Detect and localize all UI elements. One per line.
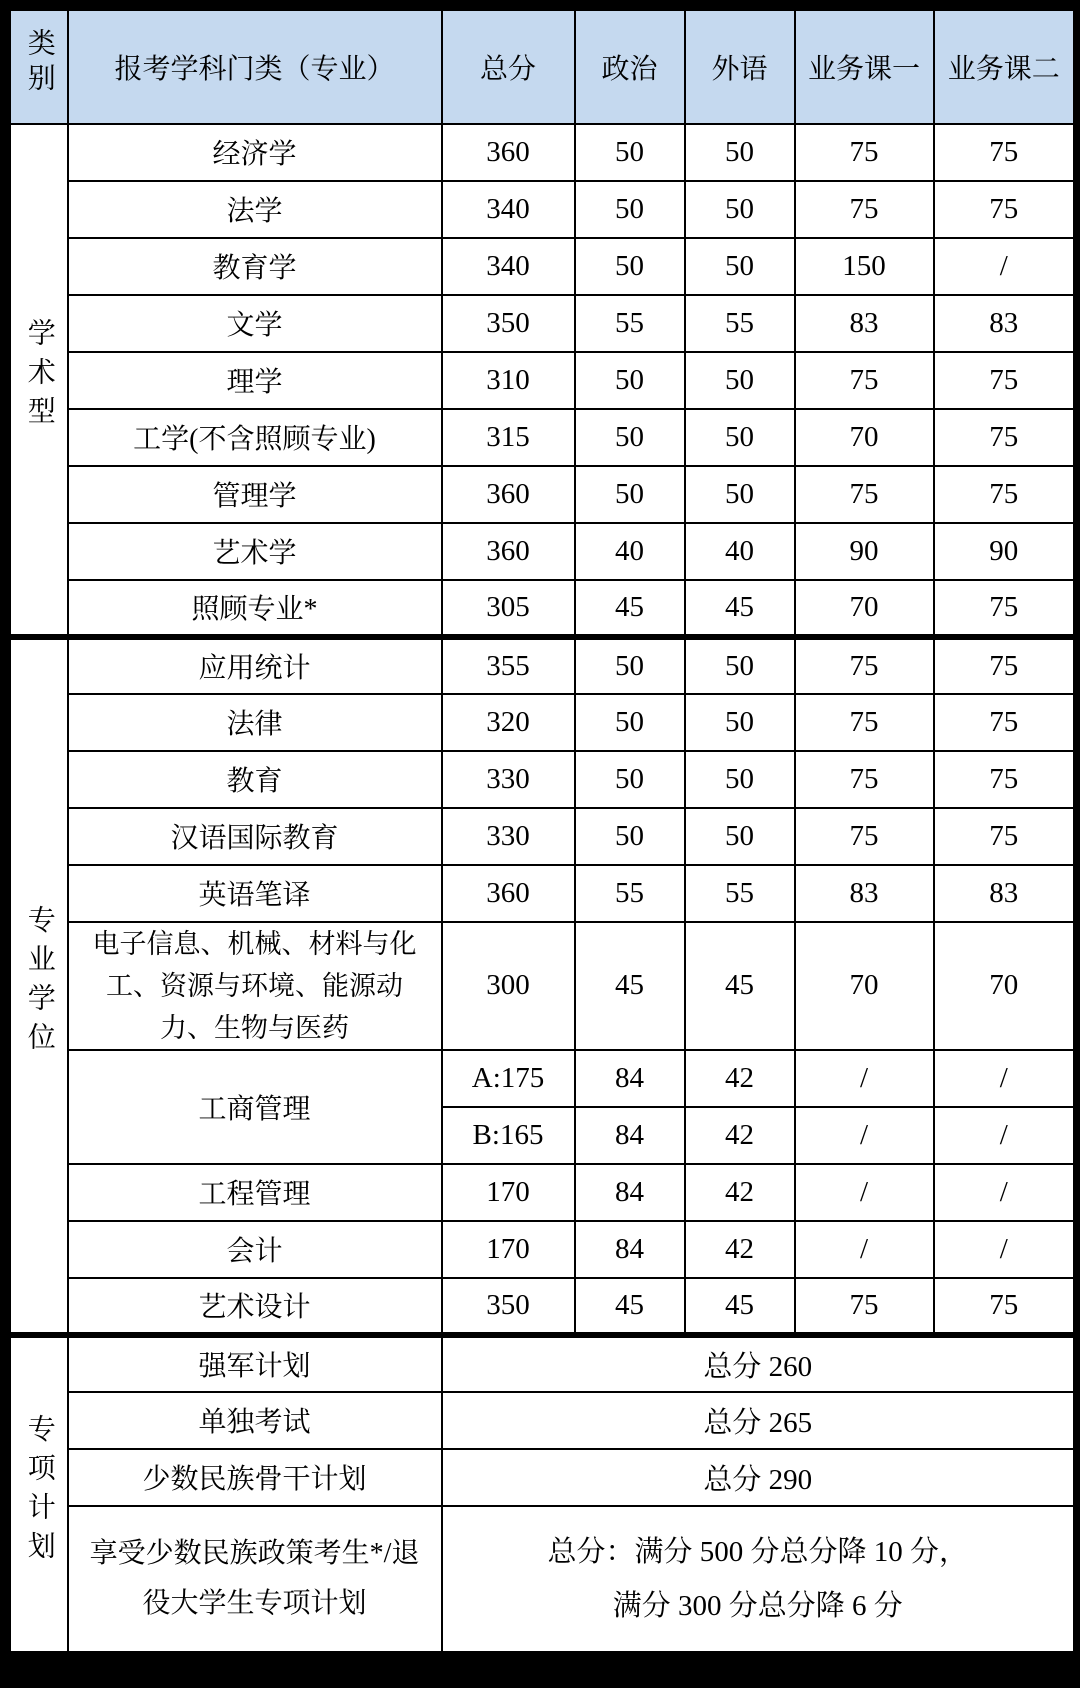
total-cell: 350: [442, 1278, 575, 1335]
total-cell: 350: [442, 295, 575, 352]
course1-cell: 83: [795, 295, 934, 352]
major-cell: 教育: [68, 751, 442, 808]
major-cell: 艺术学: [68, 523, 442, 580]
politics-cell: 84: [575, 1050, 685, 1107]
foreign-cell: 42: [685, 1164, 795, 1221]
header-major: 报考学科门类（专业）: [68, 10, 442, 124]
politics-cell: 45: [575, 922, 685, 1050]
total-cell: 340: [442, 238, 575, 295]
politics-cell: 50: [575, 694, 685, 751]
course1-cell: 70: [795, 580, 934, 637]
course2-cell: 75: [934, 124, 1075, 181]
foreign-cell: 55: [685, 295, 795, 352]
admission-score-table: [8, 8, 1076, 1654]
header-category-label: 类别: [23, 27, 55, 98]
politics-cell: 84: [575, 1221, 685, 1278]
major-cell: 法律: [68, 694, 442, 751]
total-cell: A:175: [442, 1050, 575, 1107]
header-foreign: 外语: [685, 10, 795, 124]
foreign-cell: 50: [685, 409, 795, 466]
section-academic-label: 学术型: [23, 318, 55, 435]
foreign-cell: 50: [685, 751, 795, 808]
course1-cell: 83: [795, 865, 934, 922]
table-row: [10, 352, 1075, 409]
major-cell: 文学: [68, 295, 442, 352]
table-row: [10, 922, 1075, 1050]
note-cell: 总分 265: [442, 1392, 1075, 1449]
politics-cell: 50: [575, 238, 685, 295]
course2-cell: 75: [934, 352, 1075, 409]
table-row: [10, 181, 1075, 238]
politics-cell: 45: [575, 580, 685, 637]
foreign-cell: 50: [685, 637, 795, 694]
note-cell: 总分 260: [442, 1335, 1075, 1392]
course1-cell: /: [795, 1050, 934, 1107]
course1-cell: 75: [795, 466, 934, 523]
course1-cell: 150: [795, 238, 934, 295]
section-academic: [10, 124, 68, 637]
foreign-cell: 55: [685, 865, 795, 922]
major-cell: 工商管理: [68, 1050, 442, 1164]
course1-cell: /: [795, 1107, 934, 1164]
politics-cell: 45: [575, 1278, 685, 1335]
section-special: [10, 1335, 68, 1653]
course1-cell: 75: [795, 751, 934, 808]
course1-cell: /: [795, 1221, 934, 1278]
foreign-cell: 42: [685, 1107, 795, 1164]
major-cell: 汉语国际教育: [68, 808, 442, 865]
major-cell: 管理学: [68, 466, 442, 523]
total-cell: 300: [442, 922, 575, 1050]
foreign-cell: 50: [685, 181, 795, 238]
course2-cell: 75: [934, 637, 1075, 694]
major-cell: 应用统计: [68, 637, 442, 694]
header-category: [10, 10, 68, 124]
table-row: [10, 637, 1075, 694]
major-cell: 单独考试: [68, 1392, 442, 1449]
total-cell: 330: [442, 808, 575, 865]
foreign-cell: 50: [685, 238, 795, 295]
table-row: [10, 1506, 1075, 1653]
table-row: [10, 124, 1075, 181]
total-cell: B:165: [442, 1107, 575, 1164]
table-row: [10, 694, 1075, 751]
table-row: [10, 1050, 1075, 1107]
major-cell: 照顾专业*: [68, 580, 442, 637]
course2-cell: 70: [934, 922, 1075, 1050]
course1-cell: 75: [795, 637, 934, 694]
total-cell: 360: [442, 466, 575, 523]
foreign-cell: 42: [685, 1050, 795, 1107]
table-row: [10, 865, 1075, 922]
total-cell: 340: [442, 181, 575, 238]
foreign-cell: 50: [685, 694, 795, 751]
politics-cell: 50: [575, 808, 685, 865]
total-cell: 315: [442, 409, 575, 466]
politics-cell: 50: [575, 637, 685, 694]
course2-cell: 75: [934, 751, 1075, 808]
table-row: [10, 523, 1075, 580]
total-cell: 305: [442, 580, 575, 637]
header-course2: 业务课二: [934, 10, 1075, 124]
major-cell: 强军计划: [68, 1335, 442, 1392]
table-row: [10, 808, 1075, 865]
total-cell: 320: [442, 694, 575, 751]
course2-cell: /: [934, 238, 1075, 295]
section-special-label: 专项计划: [23, 1413, 55, 1570]
major-cell: 法学: [68, 181, 442, 238]
course1-cell: 75: [795, 1278, 934, 1335]
course1-cell: /: [795, 1164, 934, 1221]
major-cell: 会计: [68, 1221, 442, 1278]
total-cell: 330: [442, 751, 575, 808]
foreign-cell: 45: [685, 580, 795, 637]
politics-cell: 55: [575, 295, 685, 352]
table-row: [10, 1278, 1075, 1335]
table-row: [10, 238, 1075, 295]
total-cell: 360: [442, 124, 575, 181]
table-row: [10, 751, 1075, 808]
major-cell: 少数民族骨干计划: [68, 1449, 442, 1506]
foreign-cell: 45: [685, 922, 795, 1050]
foreign-cell: 50: [685, 466, 795, 523]
table-row: [10, 580, 1075, 637]
major-cell: 电子信息、机械、材料与化工、资源与环境、能源动力、生物与医药: [68, 922, 442, 1050]
total-cell: 170: [442, 1221, 575, 1278]
course1-cell: 75: [795, 808, 934, 865]
table-row: [10, 1392, 1075, 1449]
note-cell: 总分 290: [442, 1449, 1075, 1506]
total-cell: 360: [442, 523, 575, 580]
course1-cell: 70: [795, 409, 934, 466]
foreign-cell: 45: [685, 1278, 795, 1335]
politics-cell: 50: [575, 352, 685, 409]
table-header-row: [10, 10, 1075, 124]
major-cell: 艺术设计: [68, 1278, 442, 1335]
course2-cell: /: [934, 1221, 1075, 1278]
course2-cell: 90: [934, 523, 1075, 580]
major-cell: 教育学: [68, 238, 442, 295]
politics-cell: 50: [575, 409, 685, 466]
course2-cell: 75: [934, 466, 1075, 523]
note-line-2: 满分 300 分总分降 6 分: [612, 1589, 903, 1622]
politics-cell: 84: [575, 1164, 685, 1221]
major-cell: 英语笔译: [68, 865, 442, 922]
header-politics: 政治: [575, 10, 685, 124]
table-row: [10, 466, 1075, 523]
section-professional-label: 专业学位: [23, 905, 55, 1061]
course2-cell: 75: [934, 181, 1075, 238]
politics-cell: 50: [575, 181, 685, 238]
note-line-1: 总分：满分 500 分总分降 10 分，: [547, 1535, 968, 1568]
header-course1: 业务课一: [795, 10, 934, 124]
course2-cell: 75: [934, 808, 1075, 865]
course2-cell: /: [934, 1107, 1075, 1164]
foreign-cell: 42: [685, 1221, 795, 1278]
course1-cell: 75: [795, 352, 934, 409]
header-total: 总分: [442, 10, 575, 124]
course2-cell: 83: [934, 865, 1075, 922]
foreign-cell: 50: [685, 352, 795, 409]
course1-cell: 70: [795, 922, 934, 1050]
total-cell: 170: [442, 1164, 575, 1221]
foreign-cell: 50: [685, 808, 795, 865]
course2-cell: /: [934, 1050, 1075, 1107]
table-row: [10, 409, 1075, 466]
major-cell: 经济学: [68, 124, 442, 181]
note-cell: [442, 1506, 1075, 1653]
politics-cell: 55: [575, 865, 685, 922]
politics-cell: 40: [575, 523, 685, 580]
major-cell: 工程管理: [68, 1164, 442, 1221]
table-row: [10, 1164, 1075, 1221]
foreign-cell: 40: [685, 523, 795, 580]
course1-cell: 75: [795, 181, 934, 238]
total-cell: 310: [442, 352, 575, 409]
course2-cell: 75: [934, 409, 1075, 466]
score-table-container: [8, 8, 1073, 1649]
politics-cell: 84: [575, 1107, 685, 1164]
course2-cell: /: [934, 1164, 1075, 1221]
course2-cell: 75: [934, 1278, 1075, 1335]
course2-cell: 83: [934, 295, 1075, 352]
course2-cell: 75: [934, 694, 1075, 751]
major-cell: 工学(不含照顾专业): [68, 409, 442, 466]
major-cell: 享受少数民族政策考生*/退役大学生专项计划: [68, 1506, 442, 1653]
table-row: [10, 1221, 1075, 1278]
section-professional: [10, 637, 68, 1335]
major-cell: 理学: [68, 352, 442, 409]
table-row: [10, 1449, 1075, 1506]
course2-cell: 75: [934, 580, 1075, 637]
foreign-cell: 50: [685, 124, 795, 181]
table-row: [10, 1335, 1075, 1392]
total-cell: 360: [442, 865, 575, 922]
table-row: [10, 295, 1075, 352]
politics-cell: 50: [575, 466, 685, 523]
course1-cell: 75: [795, 694, 934, 751]
course1-cell: 75: [795, 124, 934, 181]
course1-cell: 90: [795, 523, 934, 580]
politics-cell: 50: [575, 751, 685, 808]
politics-cell: 50: [575, 124, 685, 181]
total-cell: 355: [442, 637, 575, 694]
